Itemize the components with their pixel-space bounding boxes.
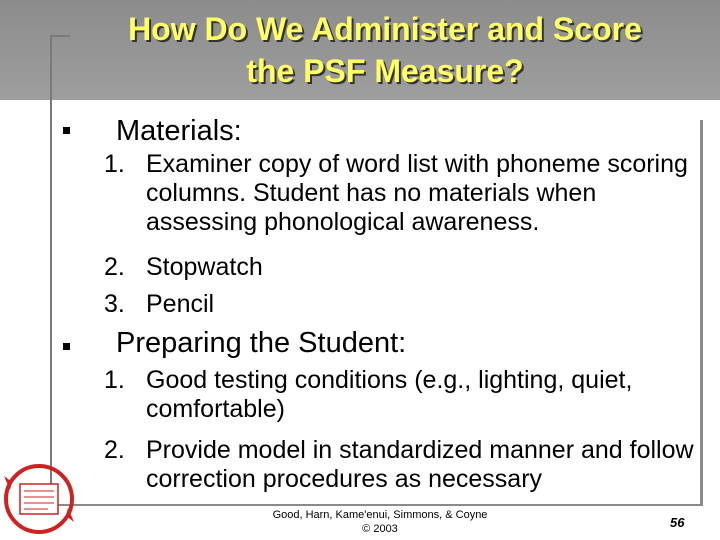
section-heading-materials: Materials: xyxy=(116,115,242,147)
page-number: 56 xyxy=(670,515,685,530)
bullet-square-icon xyxy=(63,343,70,350)
title-line-2: the PSF Measure? xyxy=(246,53,524,89)
item-number: 1. xyxy=(104,150,125,178)
bullet-square-icon xyxy=(63,127,70,134)
footer-authors: Good, Harn, Kame'enui, Simmons, & Coyne xyxy=(272,509,488,521)
cycle-logo-icon xyxy=(0,460,78,538)
item-text: Provide model in standardized manner and follow correction procedures as necessary xyxy=(146,436,694,493)
left-rule-top xyxy=(50,35,70,37)
slide-title xyxy=(60,8,710,92)
item-text: Good testing conditions (e.g., lighting, quiet, comfortable) xyxy=(146,366,633,423)
bottom-rule xyxy=(50,504,703,506)
item-number: 2. xyxy=(104,436,125,464)
item-text: Stopwatch xyxy=(146,253,263,281)
footer-credit xyxy=(230,508,530,536)
title-line-1: How Do We Administer and Score xyxy=(128,11,642,47)
item-number: 2. xyxy=(104,253,125,281)
footer-copyright: © 2003 xyxy=(362,523,398,535)
item-number: 1. xyxy=(104,366,125,394)
item-text: Pencil xyxy=(146,290,215,318)
item-text: Examiner copy of word list with phoneme scoring columns. Student has no materials when assessing phonological awareness. xyxy=(146,150,688,236)
item-number: 3. xyxy=(104,290,125,318)
section-heading-preparing: Preparing the Student: xyxy=(116,327,407,359)
left-rule xyxy=(50,35,52,505)
